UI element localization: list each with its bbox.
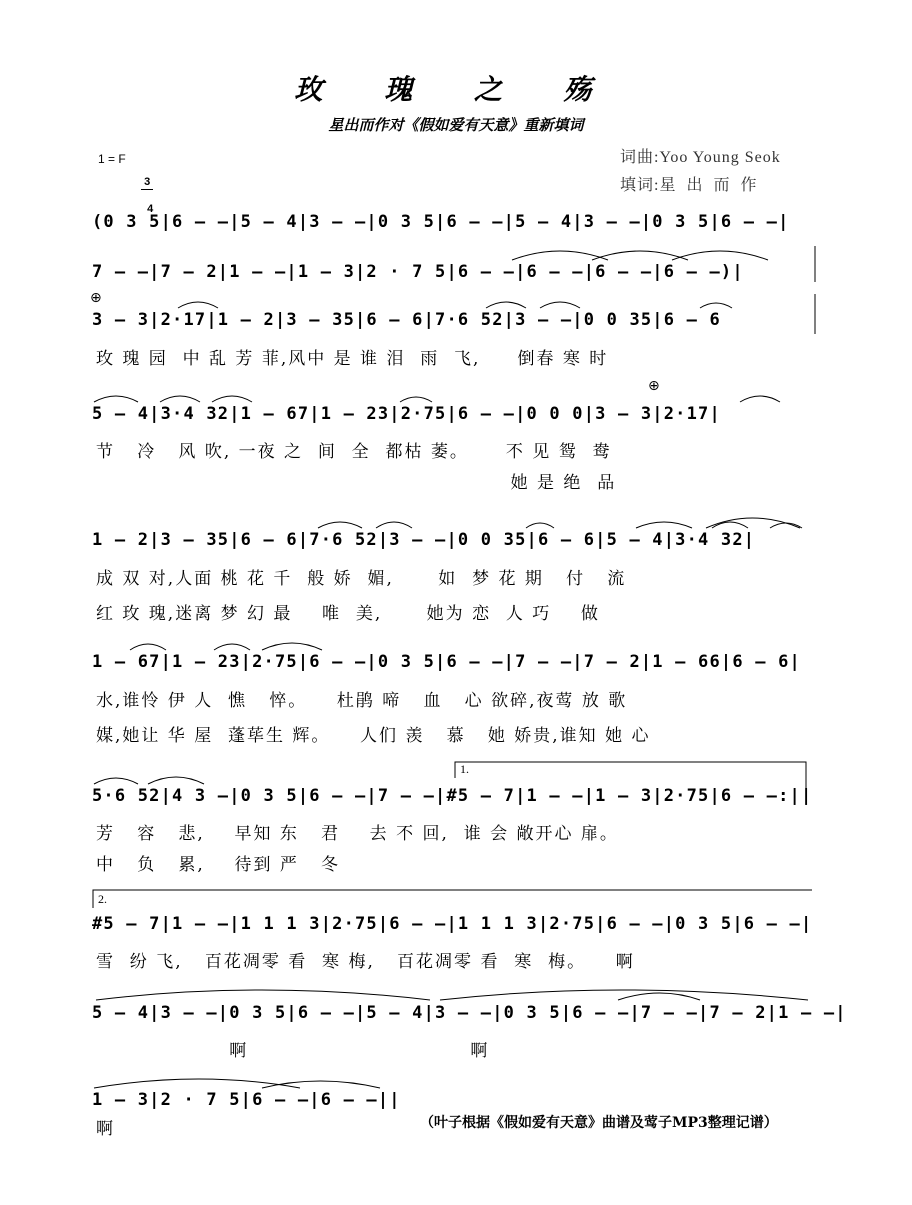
- footnote: （叶子根据《假如爱有天意》曲谱及莺子MP3整理记谱）: [420, 1115, 778, 1131]
- time-denominator: 4: [147, 203, 154, 215]
- volta-second-label: 2.: [98, 892, 107, 906]
- lyric-row-6-verse-2: 媒,她让 华 屋 蓬荜生 辉。 人们 羡 慕 她 娇贵,谁知 她 心: [96, 726, 651, 746]
- slur: [160, 396, 200, 402]
- lyric-row-5-verse-2: 红 玫 瑰,迷离 梦 幻 最 唯 美, 她为 恋 人 巧 做: [96, 604, 600, 624]
- slur: [178, 302, 218, 308]
- score-row-4-notes: 5 — 4|3·4 32|1 — 67|1 — 23|2·75|6 — —|0 0 0|3 — 3|2·17|: [92, 404, 721, 424]
- slur: [212, 396, 252, 402]
- time-numerator: 3: [141, 176, 153, 190]
- slur: [526, 523, 554, 528]
- lyricist-credit: 填词:星 出 而 作: [620, 177, 758, 194]
- lyric-row-5-verse-1: 成 双 对,人面 桃 花 千 般 娇 媚, 如 梦 花 期 付 流: [96, 569, 627, 589]
- score-row-5-notes: 1 — 2|3 — 35|6 — 6|7·6 52|3 — —|0 0 35|6 — 6|5 — 4|3·4 32|: [92, 530, 756, 550]
- lyric-row-7-verse-2: 中 负 累, 待到 严 冬: [96, 855, 341, 875]
- score-row-8-notes: #5 — 7|1 — —|1 1 1 3|2·75|6 — —|1 1 1 3|2·75|6 — —|0 3 5|6 — —|: [92, 914, 813, 934]
- song-title: 玫 瑰 之 殇: [294, 73, 618, 106]
- score-row-3-notes: 3 — 3|2·17|1 — 2|3 — 35|6 — 6|7·6 52|3 — —|0 0 35|6 — 6: [92, 310, 721, 330]
- lyric-row-8-verse-1: 雪 纷 飞, 百花凋零 看 寒 梅, 百花凋零 看 寒 梅。 啊: [96, 952, 635, 972]
- score-row-9-notes: 5 — 4|3 — —|0 3 5|6 — —|5 — 4|3 — —|0 3 5|6 — —|7 — —|7 — 2|1 — —|: [92, 1003, 847, 1023]
- slur: [618, 993, 700, 1000]
- volta-first-bracket: [455, 762, 806, 800]
- score-row-6-notes: 1 — 67|1 — 23|2·75|6 — —|0 3 5|6 — —|7 — —|7 — 2|1 — 66|6 — 6|: [92, 652, 801, 672]
- lyric-row-4-verse-2: 她 是 绝 品: [96, 473, 617, 493]
- composer-credit: 词曲:Yoo Young Seok: [620, 149, 781, 166]
- slur: [94, 396, 138, 402]
- slur: [214, 644, 250, 650]
- slur: [672, 251, 768, 260]
- slur: [400, 397, 432, 402]
- slur: [262, 643, 322, 650]
- slur: [148, 777, 204, 784]
- score-row-2-notes: 7 — —|7 — 2|1 — —|1 — 3|2 · 7 5|6 — —|6 — —|6 — —|6 — —)|: [92, 262, 744, 282]
- lyric-row-4-verse-1: 节 冷 风 吹, 一夜 之 间 全 都枯 萎。 不 见 鸳 鸯: [96, 442, 612, 462]
- slur: [700, 303, 732, 308]
- volta-second-bracket: [93, 890, 812, 908]
- score-row-7-notes: 5·6 52|4 3 —|0 3 5|6 — —|7 — —|#5 — 7|1 — —|1 — 3|2·75|6 — —:||: [92, 786, 813, 806]
- lyric-row-9-verse-1: 啊 啊: [96, 1041, 490, 1061]
- subtitle: 星出而作对《假如爱有天意》重新填词: [328, 116, 584, 134]
- volta-first-label: 1.: [460, 762, 469, 776]
- slur: [486, 302, 526, 308]
- lyric-row-10-verse-1: 啊: [96, 1119, 115, 1139]
- slur: [740, 396, 780, 402]
- key-signature: 1 = F: [98, 152, 126, 166]
- slur: [262, 1081, 380, 1088]
- segno-mark-2: ⊕: [648, 378, 660, 394]
- lyric-row-7-verse-1: 芳 容 悲, 早知 东 君 去 不 回, 谁 会 敞开心 扉。: [96, 824, 619, 844]
- lyric-row-6-verse-1: 水,谁怜 伊 人 憔 悴。 杜鹃 啼 血 心 欲碎,夜莺 放 歌: [96, 691, 628, 711]
- segno-mark-1: ⊕: [90, 290, 102, 306]
- slur: [592, 251, 688, 260]
- lyric-row-3-verse-1: 玫 瑰 园 中 乱 芳 菲,风中 是 谁 泪 雨 飞, 倒春 寒 时: [96, 349, 609, 369]
- score-row-10-notes: 1 — 3|2 · 7 5|6 — —|6 — —||: [92, 1090, 401, 1110]
- slur: [636, 522, 692, 528]
- slur: [512, 251, 608, 260]
- slur: [96, 990, 430, 1000]
- score-row-1-notes: (0 3 5|6 — —|5 — 4|3 — —|0 3 5|6 — —|5 — 4|3 — —|0 3 5|6 — —|: [92, 212, 790, 232]
- slur: [712, 522, 748, 528]
- slur: [130, 644, 166, 650]
- slur: [94, 778, 138, 784]
- slur: [376, 522, 412, 528]
- slur: [318, 522, 362, 528]
- slur: [540, 302, 580, 308]
